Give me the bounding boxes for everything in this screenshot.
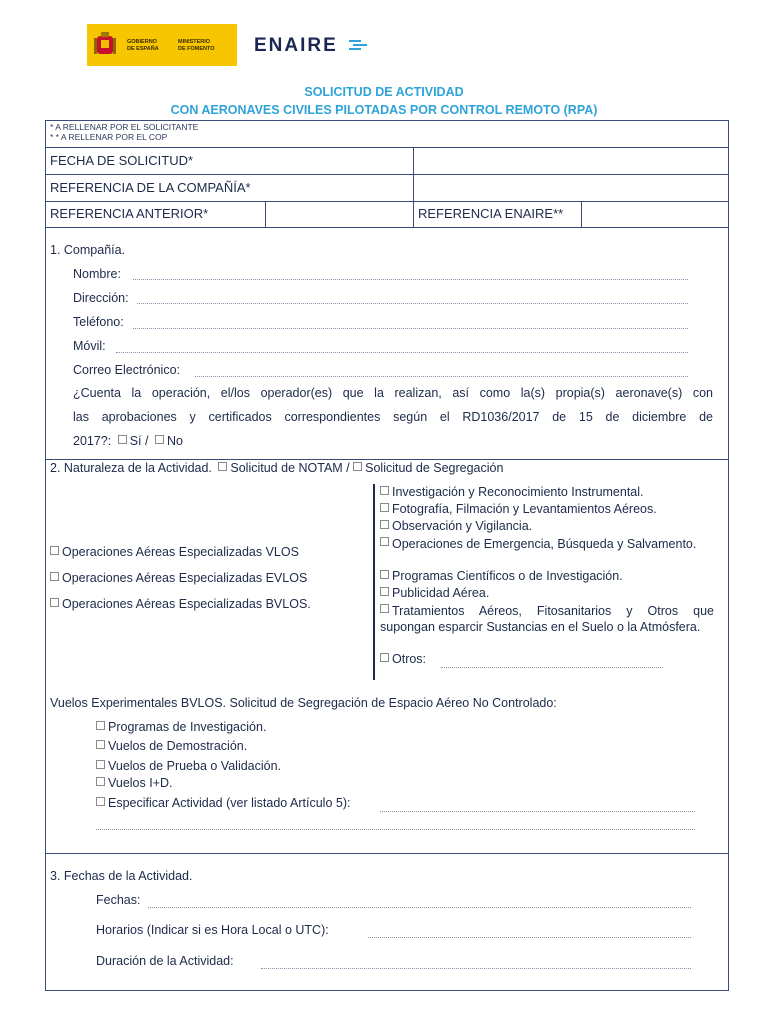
investigacion-checkbox[interactable] xyxy=(380,486,389,495)
bvlos-checkbox[interactable] xyxy=(50,598,59,607)
note-cop: * * A RELLENAR POR EL COP xyxy=(50,132,168,142)
exp-investigacion-label: Programas de Investigación. xyxy=(108,720,267,734)
vlos-option[interactable] xyxy=(50,545,299,559)
option-observacion[interactable] xyxy=(380,519,714,533)
exp-option-id[interactable] xyxy=(96,776,173,790)
option-otros[interactable] xyxy=(380,652,426,666)
option-tratamientos[interactable] xyxy=(380,603,714,635)
especificar-field[interactable] xyxy=(380,811,695,812)
referencia-compania-field[interactable] xyxy=(413,174,728,200)
si-label: Sí / xyxy=(129,434,149,448)
no-checkbox[interactable] xyxy=(155,435,164,444)
fechas-field[interactable] xyxy=(148,907,691,908)
coat-of-arms-icon xyxy=(93,30,117,60)
nombre-field[interactable] xyxy=(133,279,688,280)
exp-option-especificar[interactable] xyxy=(96,796,350,810)
evlos-option[interactable] xyxy=(50,571,307,585)
option-investigacion[interactable] xyxy=(380,485,714,499)
referencia-compania-label: REFERENCIA DE LA COMPAÑÍA* xyxy=(50,180,251,195)
tratamientos-label: Tratamientos Aéreos, Fitosanitarios y Otros que supongan esparcir Sustancias en el Suelo o la Atmósfera. xyxy=(380,604,714,634)
exp-option-demostracion[interactable] xyxy=(96,739,247,753)
experimental-title: Vuelos Experimentales BVLOS. Solicitud de Segregación de Espacio Aéreo No Controlado: xyxy=(50,696,557,710)
exp-prueba-label: Vuelos de Prueba o Validación. xyxy=(108,759,282,773)
form-title-line2: CON AERONAVES CIVILES PILOTADAS POR CONTROL REMOTO (RPA) xyxy=(170,103,598,117)
segregacion-label: Solicitud de Segregación xyxy=(365,461,504,475)
option-fotografia[interactable] xyxy=(380,502,714,516)
option-cientificos[interactable] xyxy=(380,569,714,583)
question-line3-text: 2017?: xyxy=(73,434,112,448)
exp-option-prueba[interactable] xyxy=(96,759,281,773)
bvlos-label: Operaciones Aéreas Especializadas BVLOS. xyxy=(62,597,311,611)
category-divider xyxy=(373,484,375,680)
investigacion-label: Investigación y Reconocimiento Instrumental. xyxy=(392,485,644,499)
duracion-field[interactable] xyxy=(261,968,691,969)
form-title-line1: SOLICITUD DE ACTIVIDAD xyxy=(304,85,464,99)
si-checkbox[interactable] xyxy=(118,435,127,444)
enaire-logo: ENAIRE xyxy=(254,35,338,56)
observacion-label: Observación y Vigilancia. xyxy=(392,519,533,533)
fecha-solicitud-label: FECHA DE SOLICITUD* xyxy=(50,153,194,168)
nombre-label: Nombre: xyxy=(73,267,121,281)
note-applicant: * A RELLENAR POR EL SOLICITANTE xyxy=(50,122,199,132)
horarios-field[interactable] xyxy=(368,937,691,938)
tratamientos-checkbox[interactable] xyxy=(380,604,389,613)
segregacion-checkbox[interactable] xyxy=(353,462,362,471)
cientificos-checkbox[interactable] xyxy=(380,570,389,579)
otros-label: Otros: xyxy=(392,652,427,666)
gobierno-espana-logo xyxy=(87,24,237,66)
cientificos-label: Programas Científicos o de Investigación. xyxy=(392,569,623,583)
fotografia-label: Fotografía, Filmación y Levantamientos Aéreos. xyxy=(392,502,657,516)
especificar-field-line2[interactable] xyxy=(96,829,695,830)
option-emergencia[interactable] xyxy=(380,536,714,552)
enaire-mark-icon xyxy=(349,39,367,51)
movil-field[interactable] xyxy=(116,352,688,353)
exp-demostracion-checkbox[interactable] xyxy=(96,740,105,749)
direccion-field[interactable] xyxy=(137,303,688,304)
exp-demostracion-label: Vuelos de Demostración. xyxy=(108,739,248,753)
referencia-enaire-field[interactable] xyxy=(581,201,728,227)
no-label: No xyxy=(166,434,183,448)
exp-option-investigacion[interactable] xyxy=(96,720,266,734)
section2-title: 2. Naturaleza de la Actividad. xyxy=(50,461,212,475)
direccion-label: Dirección: xyxy=(73,291,129,305)
referencia-enaire-label: REFERENCIA ENAIRE** xyxy=(418,206,564,221)
horarios-label: Horarios (Indicar si es Hora Local o UTC): xyxy=(96,923,329,937)
bvlos-option[interactable] xyxy=(50,597,311,611)
exp-id-label: Vuelos I+D. xyxy=(108,776,173,790)
gov-logo-line4: DE FOMENTO xyxy=(178,46,215,52)
question-line1: ¿Cuenta la operación, el/los operador(es) que la realizan, así como la(s) propia(s) aeronave(s) con xyxy=(73,386,713,400)
correo-field[interactable] xyxy=(195,376,688,377)
exp-investigacion-checkbox[interactable] xyxy=(96,721,105,730)
telefono-label: Teléfono: xyxy=(73,315,124,329)
fechas-label: Fechas: xyxy=(96,893,141,907)
publicidad-checkbox[interactable] xyxy=(380,587,389,596)
notam-label: Solicitud de NOTAM / xyxy=(230,461,350,475)
evlos-label: Operaciones Aéreas Especializadas EVLOS xyxy=(62,571,308,585)
emergencia-label: Operaciones de Emergencia, Búsqueda y Salvamento. xyxy=(392,537,697,551)
gov-logo-line2: DE ESPAÑA xyxy=(127,46,159,52)
duracion-label: Duración de la Actividad: xyxy=(96,954,234,968)
publicidad-label: Publicidad Aérea. xyxy=(392,586,490,600)
fotografia-checkbox[interactable] xyxy=(380,503,389,512)
fecha-solicitud-field[interactable] xyxy=(413,147,728,173)
exp-id-checkbox[interactable] xyxy=(96,777,105,786)
exp-especificar-checkbox[interactable] xyxy=(96,797,105,806)
referencia-anterior-field[interactable] xyxy=(265,201,412,227)
observacion-checkbox[interactable] xyxy=(380,520,389,529)
gov-logo-line1: GOBIERNO xyxy=(127,39,157,45)
option-publicidad[interactable] xyxy=(380,586,714,600)
telefono-field[interactable] xyxy=(133,328,688,329)
exp-prueba-checkbox[interactable] xyxy=(96,760,105,769)
question-line3 xyxy=(73,434,183,448)
correo-label: Correo Electrónico: xyxy=(73,363,180,377)
exp-especificar-label: Especificar Actividad (ver listado Artículo 5): xyxy=(108,796,351,810)
section3-title: 3. Fechas de la Actividad. xyxy=(50,869,193,883)
vlos-checkbox[interactable] xyxy=(50,546,59,555)
vlos-label: Operaciones Aéreas Especializadas VLOS xyxy=(62,545,299,559)
question-line2: las aprobaciones y certificados correspondientes según el RD1036/2017 de 15 de diciembre de xyxy=(73,410,713,424)
emergencia-checkbox[interactable] xyxy=(380,537,389,546)
referencia-anterior-label: REFERENCIA ANTERIOR* xyxy=(50,206,209,221)
evlos-checkbox[interactable] xyxy=(50,572,59,581)
section2-header xyxy=(50,461,503,475)
movil-label: Móvil: xyxy=(73,339,106,353)
otros-field[interactable] xyxy=(441,667,663,668)
gov-logo-line3: MINISTERIO xyxy=(178,39,211,45)
otros-checkbox[interactable] xyxy=(380,653,389,662)
section1-title: 1. Compañía. xyxy=(50,243,126,257)
notam-checkbox[interactable] xyxy=(218,462,227,471)
